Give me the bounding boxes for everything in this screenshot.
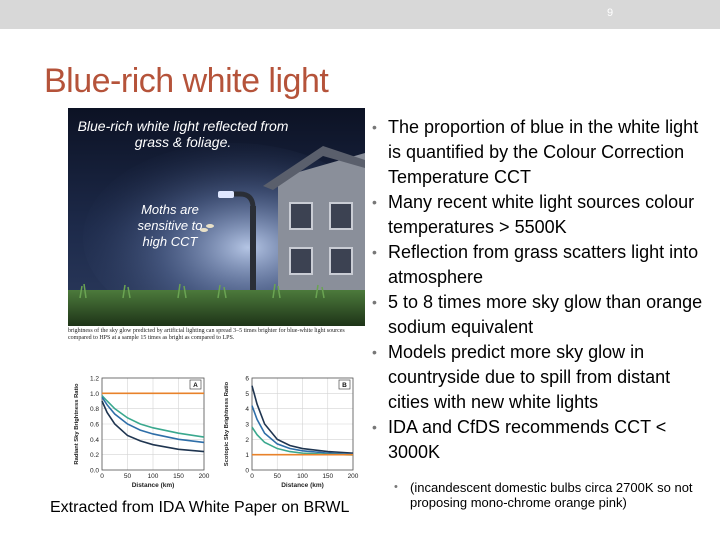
y-tick-label: 1: [245, 452, 249, 460]
y-tick-label: 1.2: [89, 375, 99, 383]
x-axis-label: Distance (km): [281, 482, 324, 489]
panel-label: A: [193, 382, 198, 389]
y-tick-label: 0: [245, 467, 249, 475]
source-caption: Extracted from IDA White Paper on BRWL: [50, 499, 350, 516]
moth-note: Moths are sensitive to high CCT: [137, 202, 203, 249]
bullet-item: • Reflection from grass scatters light into atmosphere: [368, 240, 713, 290]
bullet-list: [368, 115, 713, 465]
bullet-item: • Models predict more sky glow in countryside due to spill from distant cities with new white lights: [368, 340, 713, 415]
x-tick-label: 0: [250, 473, 254, 480]
y-tick-label: 0.2: [89, 452, 99, 460]
x-tick-label: 100: [297, 473, 308, 480]
slide-title: Blue-rich white light: [44, 62, 329, 100]
x-axis-label: Distance (km): [131, 482, 175, 489]
y-tick-label: 6: [245, 375, 249, 383]
photo-headline: Blue-rich white light reflected from grass & foliage.: [77, 118, 289, 150]
bullet-item: • The proportion of blue in the white light is quantified by the Colour Correction Temperature CCT: [368, 115, 713, 190]
x-tick-label: 200: [347, 473, 359, 480]
y-tick-label: 0.4: [89, 436, 99, 444]
y-tick-label: 0.6: [89, 421, 99, 429]
y-tick-label: 3: [245, 421, 249, 429]
page-number: 9: [606, 7, 614, 19]
x-tick-label: 50: [123, 473, 132, 480]
y-tick-label: 0.0: [89, 467, 99, 475]
figure-caption: brightness of the sky glow predicted by artificial lighting can spread 3–5 times brighter for blue-white light sources compared to HPS at a sample 15 times as bright as compared to LPS.: [68, 328, 345, 341]
panel-label: B: [342, 382, 347, 389]
x-tick-label: 150: [322, 473, 334, 480]
bullet-item: • Many recent white light sources colour temperatures > 5500K: [368, 190, 713, 240]
y-tick-label: 2: [245, 436, 249, 444]
x-tick-label: 0: [100, 473, 104, 480]
slide-header-bar: [0, 0, 720, 29]
sub-bullet-note: • (incandescent domestic bulbs circa 2700K so not proposing mono-chrome orange pink): [394, 480, 720, 510]
y-tick-label: 1.0: [89, 390, 99, 398]
y-tick-label: 4: [245, 406, 249, 414]
bullet-item: • 5 to 8 times more sky glow than orange sodium equivalent: [368, 290, 713, 340]
y-axis-label: Scotopic Sky Brightness Ratio: [224, 381, 230, 467]
bullet-item: • IDA and CfDS recommends CCT < 3000K: [368, 415, 713, 465]
sky-brightness-charts: [68, 372, 365, 494]
y-tick-label: 0.8: [89, 406, 99, 414]
y-axis-label: Radiant Sky Brightness Ratio: [74, 383, 80, 465]
y-tick-label: 5: [245, 390, 249, 398]
x-tick-label: 50: [273, 473, 281, 480]
x-tick-label: 200: [198, 473, 210, 480]
x-tick-label: 150: [173, 473, 184, 480]
x-tick-label: 100: [147, 473, 159, 480]
